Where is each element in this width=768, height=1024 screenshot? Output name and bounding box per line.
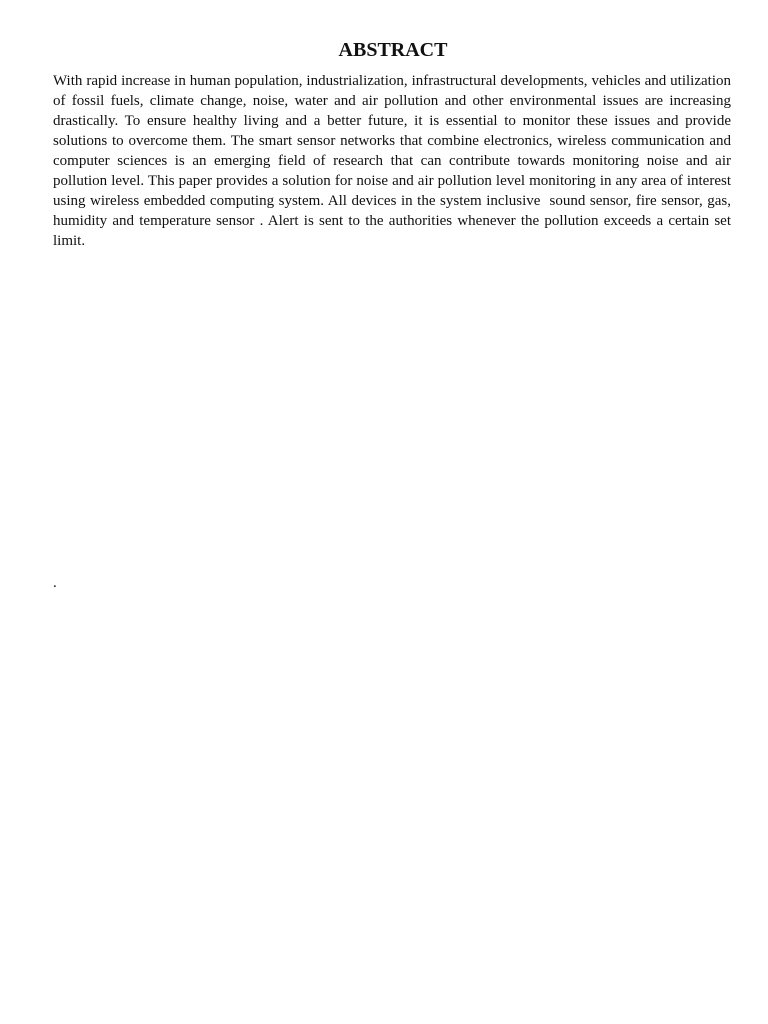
abstract-paragraph: With rapid increase in human population, industrialization, infrastructural developments, vehicles and utilization of fossil fuels, climate change, noise, water and air pollution and other environmental issues are increasing drastically. To ensure healthy living and a better future, it is essential to monitor these issues and provide solutions to overcome them. The smart sensor networks that combine electronics, wireless communication and computer sciences is an emerging field of research that can contribute towards monitoring noise and air pollution level. This paper provides a solution for noise and air pollution level monitoring in any area of interest using wireless embedded computing system. All devices in the system inclusive sound sensor, fire sensor, gas, humidity and temperature sensor . Alert is sent to the authorities whenever the pollution exceeds a certain set limit. (53, 73, 735, 249)
abstract-heading: ABSTRACT (338, 39, 448, 61)
trailing-period: . (53, 575, 57, 591)
